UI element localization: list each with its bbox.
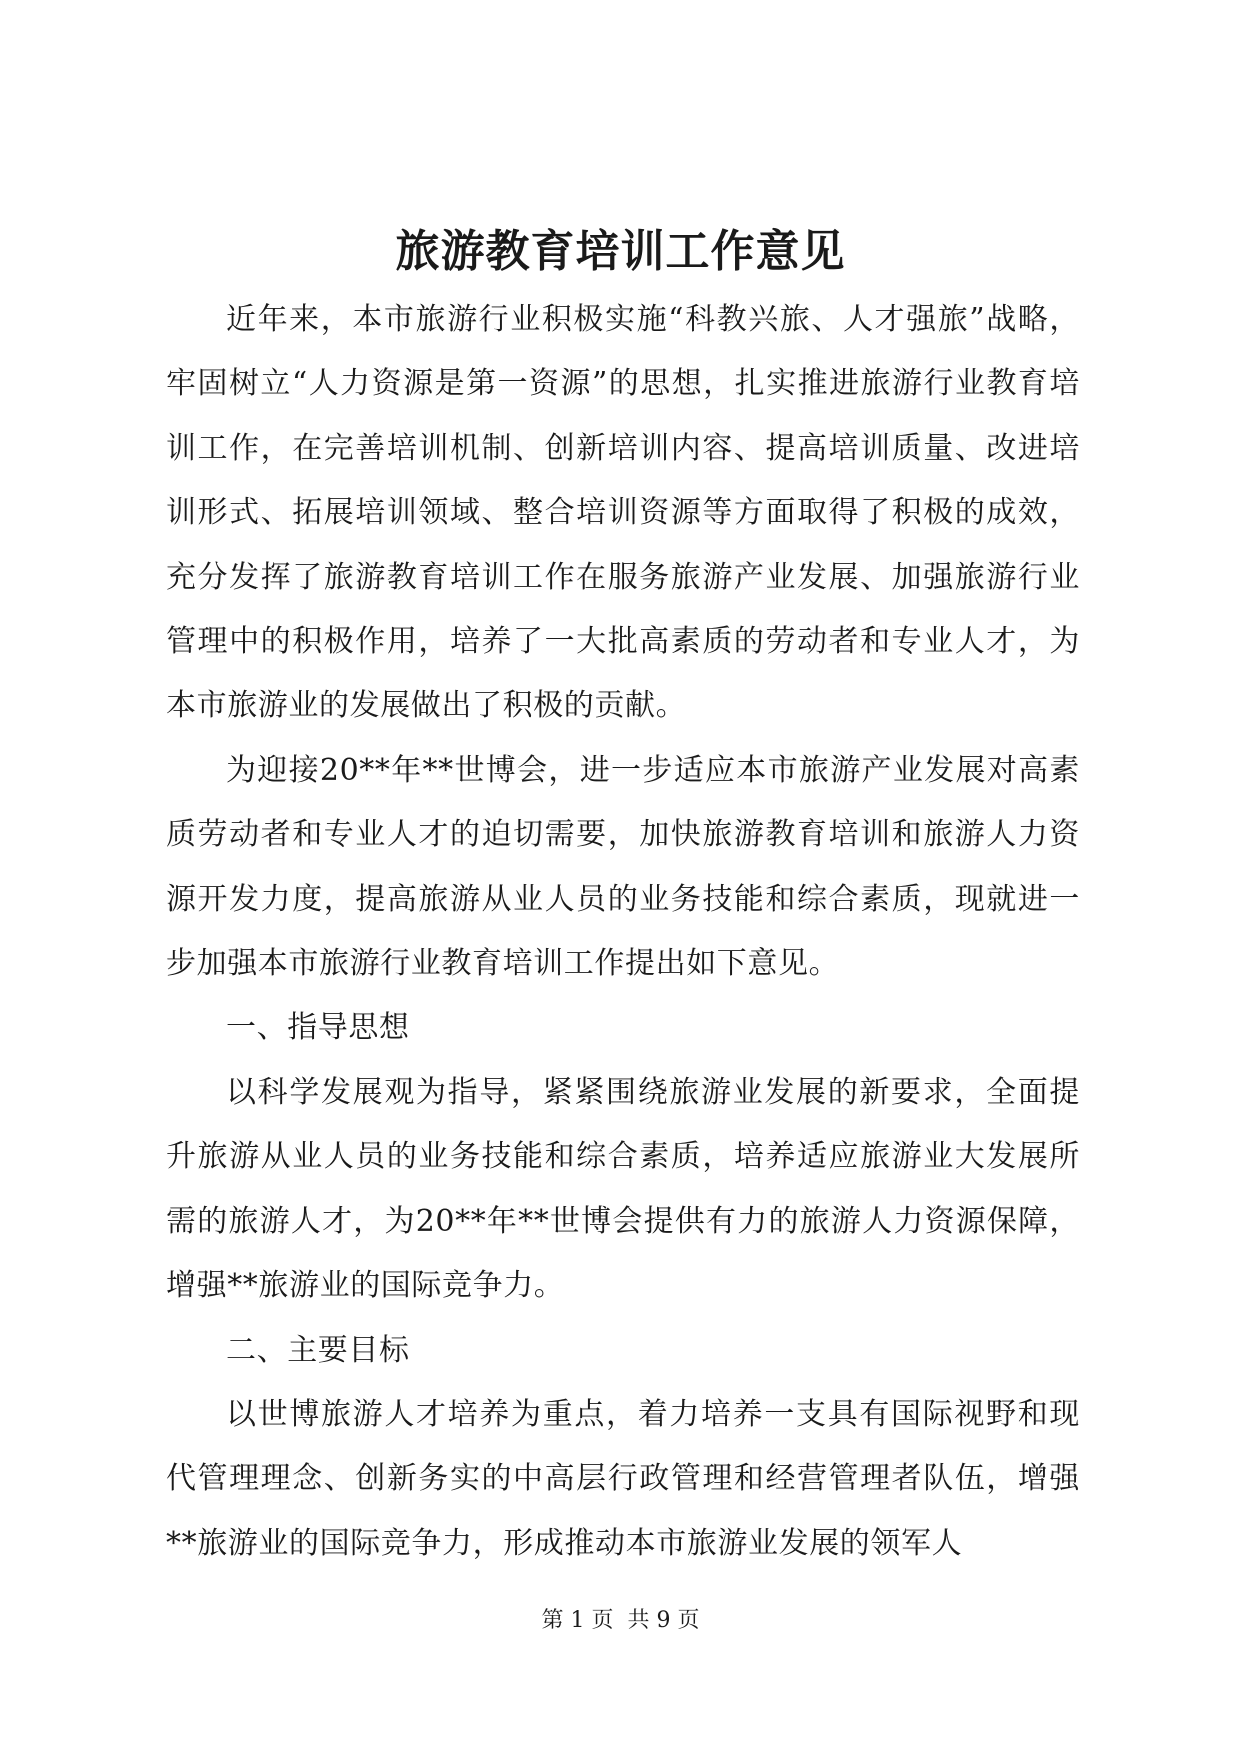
document-body <box>166 288 1080 1576</box>
section-heading-main-goals: 二、主要目标 <box>226 1332 410 1368</box>
page-footer <box>0 1606 1241 1636</box>
section-heading-guiding-ideology: 一、指导思想 <box>226 1010 410 1046</box>
paragraph-purpose: 为迎接20**年**世博会，进一步适应本市旅游产业发展对高素质劳动者和专业人才的迫切需要，加快旅游教育培训和旅游人力资源开发力度，提高旅游从业人员的业务技能和综合素质，现就进一步加强本市旅游行业教育培训工作提出如下意见。 <box>166 752 1080 982</box>
document-title: 旅游教育培训工作意见 <box>395 226 846 277</box>
paragraph-main-goals: 以世博旅游人才培养为重点，着力培养一支具有国际视野和现代管理理念、创新务实的中高层行政管理和经营管理者队伍，增强**旅游业的国际竞争力，形成推动本市旅游业发展的领军人 <box>166 1396 1080 1561</box>
paragraph-intro: 近年来，本市旅游行业积极实施“科教兴旅、人才强旅”战略，牢固树立“人力资源是第一资源”的思想，扎实推进旅游行业教育培训工作，在完善培训机制、创新培训内容、提高培训质量、改进培训形式、拓展培训领域、整合培训资源等方面取得了积极的成效，充分发挥了旅游教育培训工作在服务旅游产业发展、加强旅游行业管理中的积极作用，培养了一大批高素质的劳动者和专业人才，为本市旅游业的发展做出了积极的贡献。 <box>166 302 1080 724</box>
paragraph-guiding-ideology: 以科学发展观为指导，紧紧围绕旅游业发展的新要求，全面提升旅游从业人员的业务技能和综合素质，培养适应旅游业大发展所需的旅游人才，为20**年**世博会提供有力的旅游人力资源保障，增强**旅游业的国际竞争力。 <box>166 1074 1080 1304</box>
page-number-label: 第 1 页 共 9 页 <box>541 1608 700 1633</box>
